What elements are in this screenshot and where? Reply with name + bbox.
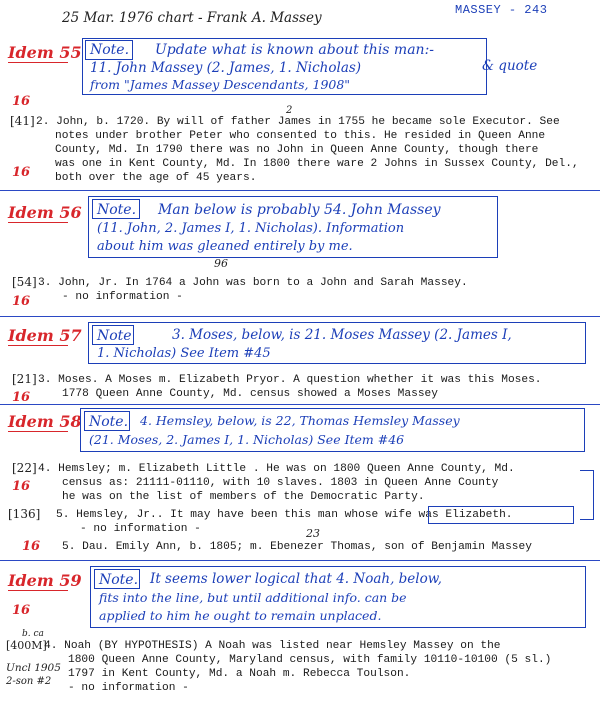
entry-line: 3. John, Jr. In 1764 a John was born to a John and Sarah Massey. [38, 277, 468, 289]
wife-highlight-box [428, 506, 574, 524]
margin-number: 16 [12, 479, 31, 494]
note-line: 11. John Massey (2. James, 1. Nicholas) [90, 60, 362, 76]
section-divider [0, 560, 600, 561]
item-label-59: Idem 59 [8, 571, 82, 590]
entry-line: 4. Hemsley; m. Elizabeth Little . He was on 1800 Queen Anne County, Md. [38, 463, 515, 475]
header-date-line: 25 Mar. 1976 chart - Frank A. Massey [62, 10, 322, 26]
margin-note: Uncl 1905 [6, 662, 61, 674]
note-line: from "James Massey Descendants, 1908" [90, 77, 351, 92]
note-line: Update what is known about this man:- [155, 42, 435, 58]
margin-number: 16 [12, 165, 31, 180]
entry-superscript: 96 [214, 257, 228, 270]
entry-line: 1778 Queen Anne County, Md. census showed a Moses Massey [62, 388, 438, 400]
bracket-arrow [580, 470, 594, 520]
entry-ref: [41] [10, 114, 35, 128]
entry-line: 3. Moses. A Moses m. Elizabeth Pryor. A question whether it was this Moses. [38, 374, 542, 386]
margin-number: 16 [12, 94, 31, 109]
note-line: about him was gleaned entirely by me. [97, 239, 353, 254]
item-label-56: Idem 56 [8, 203, 82, 222]
item-label-underline [8, 431, 68, 432]
ref-note-top: b. ca [22, 629, 44, 639]
entry-line: - no information - [62, 291, 183, 303]
item-label-58: Idem 58 [8, 412, 82, 431]
entry-line: he was on the list of members of the Democratic Party. [62, 491, 425, 503]
note-line: Man below is probably 54. John Massey [158, 202, 441, 218]
note-label: Note [97, 328, 132, 344]
item-label-55: Idem 55 [8, 43, 82, 62]
item-label-underline [8, 222, 68, 223]
entry-ref: [400M] [6, 639, 47, 652]
section-divider [0, 316, 600, 317]
note-line: 3. Moses, below, is 21. Moses Massey (2. James I, [172, 327, 512, 343]
file-code: MASSEY - 243 [455, 3, 548, 17]
margin-number: 16 [12, 603, 31, 618]
entry-line: census as: 21111-01110, with 10 slaves. 1803 in Queen Anne County [62, 477, 499, 489]
note-aside: & quote [482, 58, 538, 74]
margin-number: 16 [12, 294, 31, 309]
entry-superscript: 23 [306, 527, 320, 540]
note-label: Note. [89, 414, 129, 430]
entry-line: 1800 Queen Anne County, Maryland census, with family 10110-10100 (5 sl.) [68, 654, 552, 666]
entry-ref: [22] [12, 461, 37, 475]
entry-line: both over the age of 45 years. [55, 172, 257, 184]
item-label-underline [8, 62, 68, 63]
note-line: fits into the line, but until additional info. can be [99, 590, 407, 605]
entry-line: - no information - [68, 682, 189, 694]
note-line: It seems lower logical that 4. Noah, below, [150, 571, 442, 587]
margin-note: 2-son #2 [6, 676, 52, 687]
note-label: Note. [90, 42, 130, 58]
margin-number: 16 [22, 539, 41, 554]
section-divider [0, 404, 600, 405]
entry-line: County, Md. In 1790 there was no John in Queen Anne County, though there [55, 144, 539, 156]
entry-ref: [21] [12, 372, 37, 386]
entry-line: - no information - [80, 523, 201, 535]
note-label: Note. [97, 202, 137, 218]
entry-ref: [136] [8, 507, 41, 521]
note-line: 1. Nicholas) See Item #45 [97, 346, 271, 361]
note-label: Note. [99, 572, 139, 588]
item-label-underline [8, 345, 68, 346]
item-label-57: Idem 57 [8, 326, 82, 345]
entry-line: 2. John, b. 1720. By will of father James in 1755 he became sole Executor. See [36, 116, 560, 128]
item-label-underline [8, 590, 68, 591]
note-line: 4. Hemsley, below, is 22, Thomas Hemsley Massey [140, 413, 460, 428]
entry-line: 4. Noah (BY HYPOTHESIS) A Noah was listed near Hemsley Massey on the [44, 640, 501, 652]
entry-superscript: 2 [286, 105, 293, 116]
entry-line: notes under brother Peter who consented to this. He resided in Queen Anne [55, 130, 546, 142]
entry-ref: [54] [12, 275, 37, 289]
note-line: (11. John, 2. James I, 1. Nicholas). Information [97, 221, 405, 236]
entry-line: 5. Dau. Emily Ann, b. 1805; m. Ebenezer Thomas, son of Benjamin Massey [62, 541, 532, 553]
margin-number: 16 [12, 390, 31, 405]
entry-line: was one in Kent County, Md. In 1800 there ware 2 Johns in Sussex County, Del., [55, 158, 579, 170]
entry-line: 5. Hemsley, Jr.. It may have been this man whose wife was Elizabeth. [56, 509, 513, 521]
entry-line: 1797 in Kent County, Md. a Noah m. Rebecca Toulson. [68, 668, 411, 680]
section-divider [0, 190, 600, 191]
note-line: applied to him he ought to remain unplaced. [99, 608, 382, 623]
note-line: (21. Moses, 2. James I, 1. Nicholas) See Item #46 [89, 432, 405, 447]
